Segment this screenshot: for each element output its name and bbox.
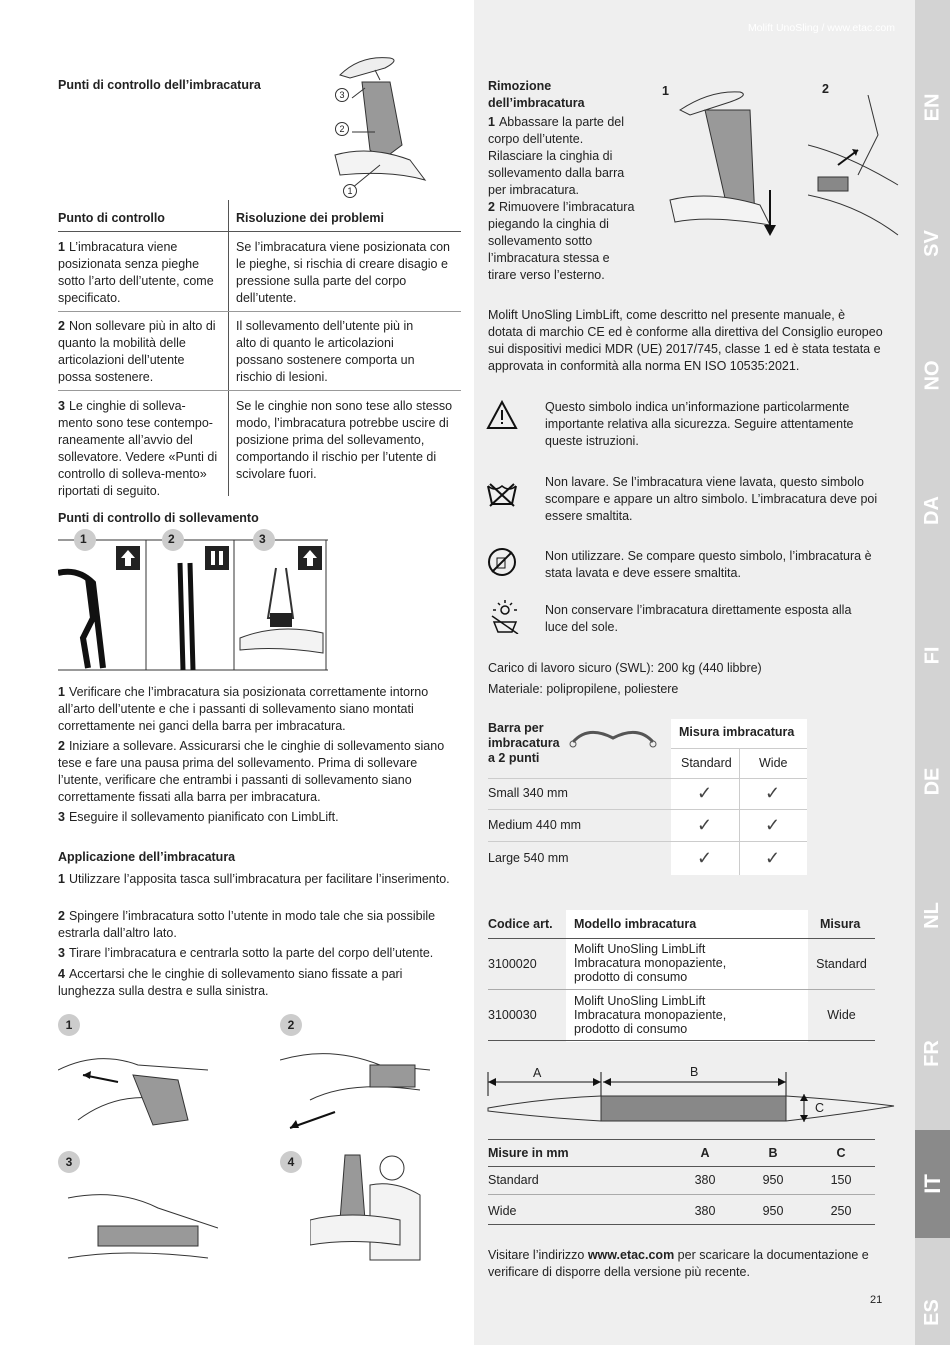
lift-step: 1 Verificare che l’imbracatura sia posizionata correttamente intorno all’arto dell’utente e che i passanti di sollevamento siano montati correttamente nei ganci della barra per imbracatura. bbox=[58, 685, 429, 733]
check-icon: ✓ bbox=[697, 848, 713, 868]
lang-tab-no[interactable]: NO bbox=[921, 360, 943, 390]
fig-label-2: 2 bbox=[280, 1014, 302, 1036]
dim-cell: 250 bbox=[830, 1204, 852, 1218]
art-head-model: Modello imbracatura bbox=[574, 917, 697, 931]
lift-step: 2 Iniziare a sollevare. Assicurarsi che le cinghie di sollevamento siano tese e fare una pausa prima del sollevamento. Prima di sollevare l’utente, verificare che entrambi i passanti di sollevamento siano correttamente fissati alla barra per imbracatura. bbox=[58, 739, 445, 804]
application-step: 2 Spingere l’imbracatura sotto l’utente in modo tale che sia possibile estrarla dall’altro lato. bbox=[58, 909, 436, 940]
lift-step-label-1: 1 bbox=[80, 532, 87, 546]
art-head-size: Misura bbox=[820, 917, 861, 931]
application-step: 3 Tirare l’imbracatura e centrarla sotto la parte del corpo dell’utente. bbox=[58, 946, 434, 960]
application-illustration-3 bbox=[58, 1178, 218, 1278]
lang-tab-da[interactable]: DA bbox=[920, 495, 943, 525]
art-size-2: Wide bbox=[827, 1008, 856, 1022]
removal-fig-label-2: 2 bbox=[822, 82, 829, 96]
do-not-use-icon bbox=[486, 546, 518, 578]
table-row: 2 Non sollevare più in alto di quanto la mobilità delle articolazioni dell’utente possa sostenere. bbox=[58, 319, 216, 384]
application-title: Applicazione dell’imbracatura bbox=[58, 850, 236, 864]
check-icon: ✓ bbox=[697, 815, 713, 835]
art-code-1: 3100020 bbox=[488, 957, 537, 971]
fig-label-1: 1 bbox=[58, 1014, 80, 1036]
application-step: 1 Utilizzare l’apposita tasca sull’imbracatura per facilitare l’inserimento. bbox=[58, 872, 450, 886]
page-header: Molift UnoSling / www.etac.com bbox=[747, 22, 895, 34]
lang-tab-fi[interactable]: FI bbox=[921, 646, 943, 664]
lang-tab-nl[interactable]: NL bbox=[920, 901, 943, 929]
table-cell-fix: Il sollevamento dell’utente più in alto di quanto le articolazioni possano sostenere comporta un rischio di lesioni. bbox=[236, 319, 415, 384]
lang-tab-fr[interactable]: FR bbox=[920, 1039, 943, 1067]
application-illustration-4 bbox=[310, 1150, 430, 1280]
art-size-1: Standard bbox=[816, 957, 867, 971]
ce-statement: Molift UnoSling LimbLift, come descritto nel presente manuale, è dotata di marchio CE ed è conforme alla direttiva del Consiglio europeo sui dispositivi medici MDR (UE) 2017/745, classe 1 ed è stata testata e approvata in conformità alla norma EN ISO 10535:2021. bbox=[488, 308, 883, 373]
symbol-text-no-wash: Non lavare. Se l’imbracatura viene lavata, questo simbolo scompare e appare un altro simbolo. L’imbracatura deve poi essere smaltita. bbox=[545, 475, 878, 523]
art-model-1: Molift UnoSling LimbLift Imbracatura monopaziente, prodotto di consumo bbox=[574, 942, 727, 984]
application-illustration-1 bbox=[58, 1040, 208, 1135]
callout-1: 1 bbox=[343, 184, 357, 198]
lift-step-label-2: 2 bbox=[168, 532, 175, 546]
dim-row-standard: Standard bbox=[488, 1173, 539, 1187]
lang-tab-sv[interactable]: SV bbox=[921, 229, 943, 257]
etac-link[interactable]: www.etac.com bbox=[587, 1248, 675, 1262]
dim-head-c: C bbox=[836, 1146, 846, 1160]
application-illustration-2 bbox=[280, 1040, 430, 1135]
dim-head-b: B bbox=[768, 1146, 778, 1160]
art-head-code: Codice art. bbox=[488, 917, 553, 931]
table-cell-fix: Se le cinghie non sono tese allo stesso modo, l’imbracatura potrebbe uscire di posizione prima del sollevamento, comportando il rischio per l’utente di scivolare fuori. bbox=[236, 399, 453, 481]
dim-head-a: A bbox=[700, 1146, 710, 1160]
table-cell-fix: Se l’imbracatura viene posizionata con le pieghe, si rischia di creare disagio e pressione sulla parte del corpo dell’utente. bbox=[236, 240, 451, 305]
lang-tab-es[interactable]: ES bbox=[921, 1298, 943, 1326]
sling-check-title: Punti di controllo dell’imbracatura bbox=[58, 78, 261, 92]
symbol-text-no-use: Non utilizzare. Se compare questo simbolo, l’imbracatura è stata lavata e deve essere smaltita. bbox=[545, 549, 872, 580]
dim-row-wide: Wide bbox=[488, 1204, 517, 1218]
dim-cell: 950 bbox=[762, 1204, 784, 1218]
removal-illustration-2 bbox=[808, 95, 908, 245]
table-row: 1 L’imbracatura viene posizionata senza pieghe sotto l’arto dell’utente, come specificato. bbox=[58, 240, 214, 305]
dim-cell: 380 bbox=[694, 1204, 716, 1218]
footer-note: Visitare l’indirizzo www.etac.com per scaricare la documentazione e verificare di disporre della versione più recente. bbox=[488, 1248, 869, 1279]
bar-table-title: Barra per imbracatura a 2 punti bbox=[488, 721, 560, 765]
safe-working-load: Carico di lavoro sicuro (SWL): 200 kg (440 libbre) bbox=[488, 661, 762, 675]
art-model-2: Molift UnoSling LimbLift Imbracatura monopaziente, prodotto di consumo bbox=[574, 994, 727, 1036]
removal-step: 2 Rimuovere l’imbracatura piegando la cinghia di sollevamento sotto l’imbracatura stessa e tirare verso l’esterno. bbox=[488, 200, 635, 282]
symbol-text-warning: Questo simbolo indica un’informazione particolarmente importante relativa alla sicurezza. Seguire attentamente queste istruzioni. bbox=[545, 400, 854, 448]
sling-bar-icon bbox=[568, 720, 658, 752]
callout-2: 2 bbox=[335, 122, 349, 136]
fig-label-4: 4 bbox=[280, 1151, 302, 1173]
table-row: 3 Le cinghie di solleva-mento sono tese contempo-raneamente all’avvio del sollevatore. Vedere «Punti di controllo di solleva-mento» riportati di seguito. bbox=[58, 399, 218, 498]
check-icon: ✓ bbox=[697, 783, 713, 803]
col-wide: Wide bbox=[759, 756, 788, 770]
dim-cell: 150 bbox=[830, 1173, 852, 1187]
lang-tab-it[interactable]: IT bbox=[915, 1130, 950, 1238]
check-icon: ✓ bbox=[765, 848, 781, 868]
lift-check-illustration bbox=[58, 528, 328, 673]
removal-step: 1 Abbassare la parte del corpo dell’utente. Rilasciare la cinghia di sollevamento dalla barra per imbracatura. bbox=[488, 115, 625, 197]
lang-tab-en[interactable]: EN bbox=[920, 93, 943, 121]
check-icon: ✓ bbox=[765, 815, 781, 835]
dim-label-b: B bbox=[690, 1065, 699, 1079]
size-head: Misura imbracatura bbox=[679, 725, 795, 739]
dim-label-c: C bbox=[815, 1101, 825, 1115]
art-code-2: 3100030 bbox=[488, 1008, 537, 1022]
removal-fig-label-1: 1 bbox=[662, 84, 669, 98]
page-number: 21 bbox=[870, 1294, 883, 1306]
lift-step-label-3: 3 bbox=[259, 532, 266, 546]
check-icon: ✓ bbox=[765, 783, 781, 803]
bar-row-medium: Medium 440 mm bbox=[488, 818, 582, 832]
bar-row-small: Small 340 mm bbox=[488, 786, 568, 800]
symbol-text-sunlight: Non conservare l’imbracatura direttamente esposta alla luce del sole. bbox=[545, 603, 852, 634]
table-head-fix: Risoluzione dei problemi bbox=[236, 211, 384, 225]
table-head-check: Punto di controllo bbox=[58, 211, 165, 225]
col-standard: Standard bbox=[681, 756, 732, 770]
dim-label-a: A bbox=[533, 1066, 542, 1080]
fig-label-3: 3 bbox=[58, 1151, 80, 1173]
dim-head-name: Misure in mm bbox=[488, 1146, 569, 1160]
application-step: 4 Accertarsi che le cinghie di sollevamento siano fissate a pari lunghezza sulla destra e sulla sinistra. bbox=[58, 967, 403, 998]
dim-cell: 380 bbox=[694, 1173, 716, 1187]
material: Materiale: polipropilene, poliestere bbox=[488, 682, 679, 696]
warning-triangle-icon bbox=[486, 400, 518, 430]
bar-row-large: Large 540 mm bbox=[488, 851, 569, 865]
removal-title: Rimozione dell’imbracatura bbox=[488, 79, 585, 110]
lang-tab-de[interactable]: DE bbox=[920, 767, 943, 795]
callout-3: 3 bbox=[335, 88, 349, 102]
lift-check-title: Punti di controllo di sollevamento bbox=[58, 511, 259, 525]
removal-illustration-1 bbox=[660, 80, 800, 240]
dim-cell: 950 bbox=[762, 1173, 784, 1187]
do-not-wash-icon bbox=[486, 480, 518, 508]
lift-step: 3 Eseguire il sollevamento pianificato con LimbLift. bbox=[58, 810, 339, 824]
keep-from-sunlight-icon bbox=[488, 600, 522, 634]
